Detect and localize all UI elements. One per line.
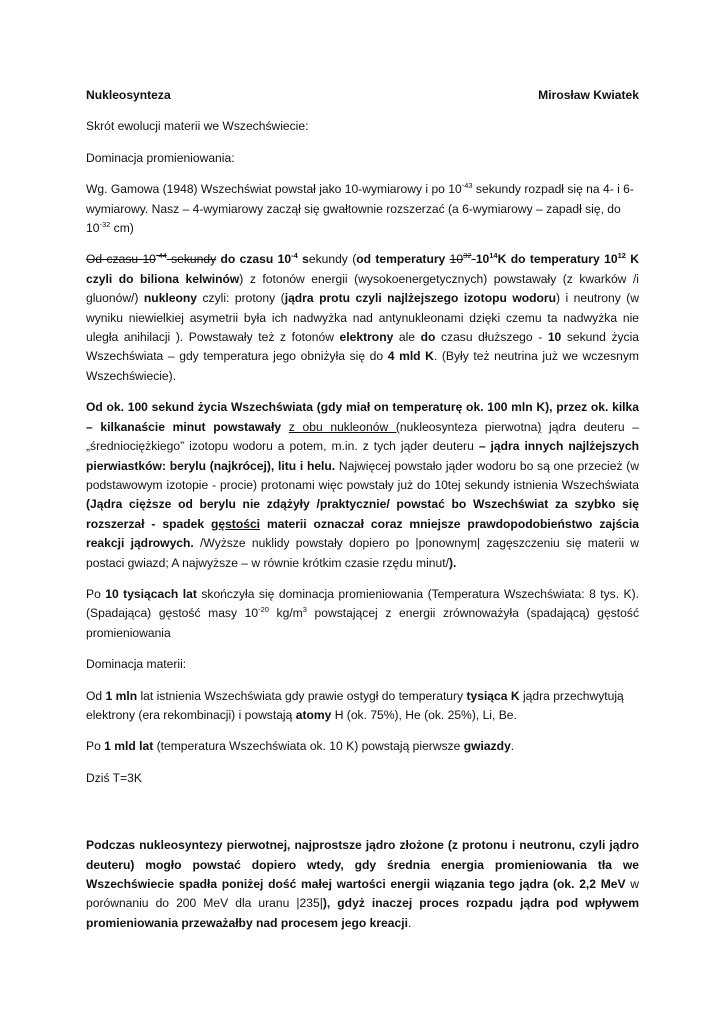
ten-thousand-years-paragraph: Po 10 tysiącach lat skończyła się dominacja promieniowania (Temperatura Wszechświata: 8 tys. K). (Spadająca) gęstość masy $10^{-20}$ $kg/m^3$ powstającej z energii zrównoważyła (spadającą) gęstość promieniowania	[86, 586, 640, 640]
bbn-paragraph: Od ok. 100 sekund życia Wszechświata (gdy miał on temperaturę ok. 100 mln K), przez ok. kilka – kilkanaście minut powstawały z obu nukleonów (nukleosynteza pierwotna) jądra deuteru – „średniociężkiego” izotopu wodoru a potem, m.in. z tych jąder deuteru – jądra innych najlżejszych pierwiastków: berylu (najkrócej), litu i helu. Najwięcej powstało jąder wodoru bo są one przecież (w podstawowym izotopie - procie) protonami więc powstały już do 10tej sekundy istnienia Wszechświata (Jądra cięższe od berylu nie zdążyły /praktycznie/ powstać bo Wszechświat za szybko się rozszerzał - spadek gęstości materii oznaczał coraz mniejsze prawdopodobieństwo zajścia reakcji jądrowych. /Wyższe nuklidy powstały dopiero po |ponownym| zagęszczeniu się materii w postaci gwiazd; A najwyższe – w równie krótkim czasie rzędu minut/).	[86, 400, 640, 570]
gamow-paragraph: Wg. Gamowa (1948) Wszechświat powstał jako 10-wymiarowy i po $10^{-43}$ sekundy rozpadł się na 4- i 6-wymiarowy. Nasz – 4-wymiarowy zaczął się gwałtownie rozszerzać (a 6-wymiarowy – zapadł się, do $10^{-32}$ cm)	[86, 181, 634, 236]
nucleons-paragraph: Od czasu $10^{-44}$ sekundy do czasu $10^{-4}$ sekundy (od temperatury $10^{32}$ $10^{14}K$ do temperatury $10^{12}$ K czyli do biliona kelwinów) z fotonów energii (wysokoenergetycznych) powstawały (z kwarków /i gluonów/) nukleony czyli: protony (jądra protu czyli najlżejszego izotopu wodoru) i neutrony (w wyniku niewielkiej asymetrii była ich nadwyżka nad antynukleonami dzięki czemu ta nadwyżka nie uległa anihilacji ). Powstawały też z fotonów elektrony ale do czasu dłuższego - 10 sekund życia Wszechświata – gdy temperatura jego obniżyła się do 4 mld K. (Były też neutrina już we wczesnym Wszechświecie).	[86, 251, 640, 383]
today-temperature: Dziś T=3K	[86, 770, 142, 785]
section-heading-matter: Dominacja materii:	[86, 657, 187, 672]
document-title: Nukleosynteza	[86, 88, 171, 102]
final-paragraph: Podczas nukleosyntezy pierwotnej, najprostsze jądro złożone (z protonu i neutronu, czyli jądro deuteru) mogło powstać dopiero wtedy, gdy średnia energia promieniowania tła we Wszechświecie spadła poniżej dość małej wartości energii wiązania tego jądra (ok. 2,2 MeV w porównaniu do 200 MeV dla uranu |235|), gdyż inaczej proces rozpadu jądra pod wpływem promieniowania przeważałby nad procesem jego kreacji.	[86, 838, 640, 930]
one-million-years-paragraph: Od 1 mln lat istnienia Wszechświata gdy prawie ostygł do temperatury tysiąca K jądra przechwytują elektrony (era rekombinacji) i powstają atomy H (ok. 75%), He (ok. 25%), Li, Be.	[86, 688, 624, 722]
intro-paragraph: Skrót ewolucji materii we Wszechświecie:	[86, 119, 309, 134]
section-heading-radiation: Dominacja promieniowania:	[86, 150, 235, 165]
one-billion-years-paragraph: Po 1 mld lat (temperatura Wszechświata ok. 10 K) powstają pierwsze gwiazdy.	[86, 739, 515, 754]
document-header	[86, 86, 639, 105]
document-page	[86, 86, 639, 945]
document-author: Mirosław Kwiatek	[538, 88, 639, 102]
spacer	[86, 800, 639, 836]
